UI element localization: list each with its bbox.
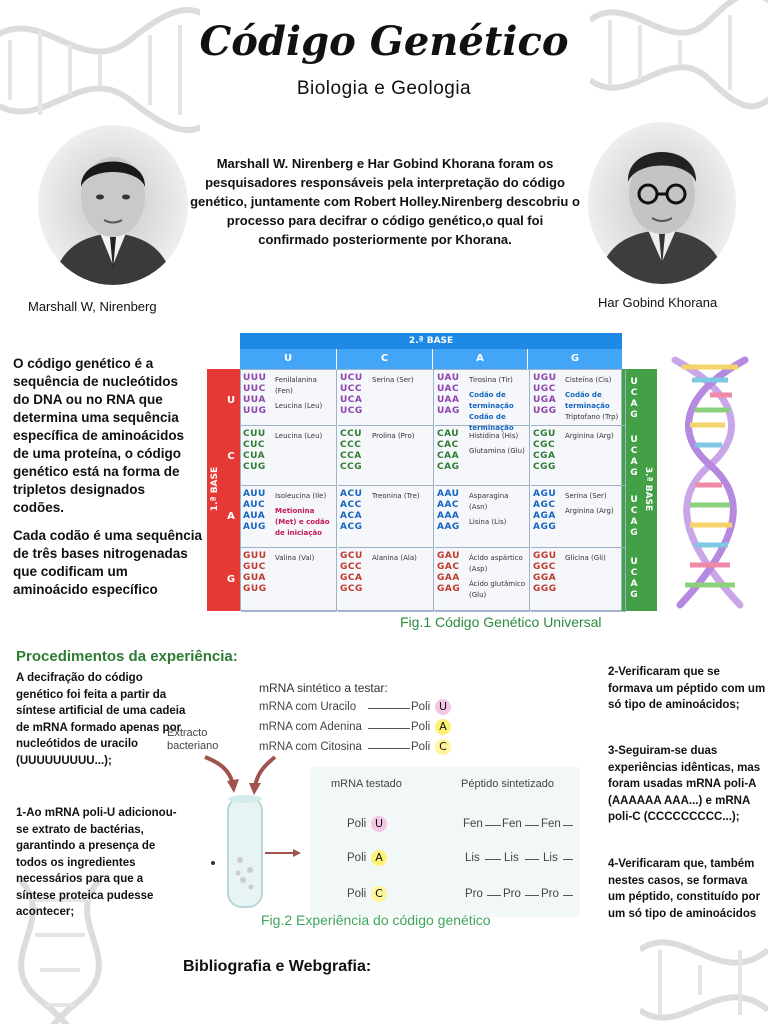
amino-acid-label: Fenilalanina (Fen) [275,376,317,395]
synthetic-row-uracil-label: mRNA com Uracilo [259,701,357,713]
codon: AUG [243,522,266,532]
result-row-u-poli: Poli [347,818,367,830]
results-col-peptide: Péptido sintetizado [461,778,554,790]
codon: CUA [243,451,266,461]
first-base-label: 1.ª BASE [210,466,220,512]
codon: ACA [340,511,363,521]
result-row-c-peptide-3: Pro [541,888,559,900]
codon: CGA [533,451,556,461]
result-row-c-bond-3 [563,895,573,896]
result-row-u-base: U [371,816,387,832]
procedure-step-4: 4-Verificaram que, também nestes casos, se formava um péptido, constituído por um só tipo de aminoácidos [608,858,761,920]
codon: GAA [437,573,460,583]
codon: GCU [340,551,363,561]
page-title: Código Genético [199,18,569,65]
result-row-c-bond-1 [487,895,501,896]
codon: AUA [243,511,266,521]
second-base-c: C [337,349,432,369]
codon: GAG [437,584,461,594]
result-row-c-peptide-1: Pro [465,888,483,900]
codon-cell [435,486,530,548]
synthetic-row-adenine-label: mRNA com Adenina [259,721,362,733]
second-base-g: G [528,349,622,369]
codon: AGG [533,522,557,532]
codon: CAC [437,440,459,450]
codon: UAU [437,373,460,383]
synthetic-row-adenine-poli: Poli [411,721,431,733]
portrait-khorana [588,122,736,284]
procedure-step-2: 2-Verificaram que se formava um péptido com um só tipo de aminoácidos; [608,666,766,711]
codon: GAC [437,562,460,572]
synthetic-row-uracil-poli: Poli [411,701,431,713]
synthetic-row-uracil-base: U [435,699,451,715]
amino-acid-label: Cisteína (Cis) [565,376,612,384]
codon: CUC [243,440,266,450]
procedure-step-1: 1-Ao mRNA poli-U adicionou-se extrato de bactérias, garantindo a presença de todos os ingredientes necessários para que a síntese proteica pudesse acontecer; [16,807,177,918]
amino-acid-label: Leucina (Leu) [275,402,323,410]
dna-helix-illustration [660,355,760,610]
amino-acid-label: Codão de terminação [469,391,514,410]
figure-1-caption: Fig.1 Código Genético Universal [400,614,602,630]
result-row-u-bond-3 [563,825,573,826]
synthetic-row-cytosine-poli: Poli [411,741,431,753]
codon: GUG [243,584,267,594]
portrait-nirenberg [38,125,188,285]
result-row-u-peptide-2: Fen [502,818,522,830]
result-row-a-bond-1 [485,859,501,860]
amino-acid-label: Codão de terminação [565,391,610,410]
second-base-header: 2.ª BASE [240,333,622,349]
codon-table [207,333,657,611]
codon: CUU [243,429,266,439]
third-base-column [622,369,657,611]
codon-cell [435,548,530,612]
amino-acid-label: Valina (Val) [275,554,315,562]
codon: GGG [533,584,557,594]
codon: UAG [437,406,460,416]
synthetic-mrna-heading: mRNA sintético a testar: [259,681,388,695]
codon: CCU [340,429,363,439]
codon-cell [338,426,434,486]
first-base-a: A [227,511,235,522]
codon: GCA [340,573,363,583]
amino-acid-label: Serina (Ser) [372,376,414,384]
codon: UCG [340,406,363,416]
codon: GUA [243,573,266,583]
result-row-a-poli: Poli [347,852,367,864]
codon-cell [531,426,626,486]
result-row-c-bond-2 [525,895,539,896]
portrait-caption-nirenberg: Marshall W, Nirenberg [28,299,157,314]
codon: GGC [533,562,556,572]
synthetic-row-uracil-line [368,708,410,709]
codon: CCC [340,440,362,450]
codon: ACC [340,500,362,510]
codon-cell [435,370,530,432]
third-base-a-row: UCAG [630,495,638,538]
codon: CUG [243,462,266,472]
codon: AUC [243,500,266,510]
amino-acid-label: Arginina (Arg) [565,507,614,515]
codon: UUC [243,384,266,394]
amino-acid-label: Asparagina (Asn) [469,492,509,511]
bibliography-title: Bibliografia e Webgrafia: [183,958,372,975]
amino-acid-label: Treonina (Tre) [372,492,420,500]
codon-cell [241,370,337,426]
experiment-figure [165,675,595,935]
codon: UGU [533,373,557,383]
synthetic-row-cytosine-base: C [435,739,451,755]
codon-cell [338,370,434,426]
amino-acid-label: Isoleucina (Ile) [275,492,327,500]
third-base-c-row: UCAG [630,435,638,478]
codon: AAC [437,500,460,510]
result-row-u-peptide-3: Fen [541,818,561,830]
codon: AAU [437,489,460,499]
procedure-intro: A decifração do código genético foi feita a partir da síntese artificial de uma cadeia de mRNA formado apenas por nucleótidos de uracilo (UUUUUUUUU...); [16,672,186,767]
synthetic-row-adenine-line [368,728,410,729]
codon: GCC [340,562,363,572]
result-row-a-bond-2 [525,859,539,860]
result-row-c-peptide-2: Pro [503,888,521,900]
codon: ACU [340,489,363,499]
codon-cell [338,486,434,548]
codon: AGU [533,489,557,499]
results-col-mrna-tested: mRNA testado [331,778,402,790]
dna-background-decoration-bottom-right [640,930,768,1024]
amino-acid-label: Ácido glutâmico (Glu) [469,580,526,599]
codon: UGG [533,406,557,416]
codon: CCA [340,451,362,461]
third-base-u-row: UCAG [630,377,638,420]
amino-acid-label: Alanina (Ala) [372,554,417,562]
first-base-u: U [226,395,236,406]
codon: UCU [340,373,363,383]
codon: GGA [533,573,557,583]
amino-acid-label: Arginina (Arg) [565,432,614,440]
codon-cell [531,486,626,548]
codon: CCG [340,462,363,472]
codon: UCA [340,395,363,405]
portrait-caption-khorana: Har Gobind Khorana [598,295,718,310]
codon-cell [435,426,530,486]
arrows-and-test-tube [165,675,315,935]
amino-acid-label: Histidina (His) [469,432,519,440]
codon-cell [338,548,434,612]
first-base-g: G [226,574,236,585]
codon: UGA [533,395,557,405]
amino-acid-label: Tirosina (Tir) [469,376,513,384]
result-row-u-bond-1 [485,825,501,826]
amino-acid-label: Triptofano (Trp) [565,413,619,421]
codon: GCG [340,584,363,594]
second-base-a: A [433,349,527,369]
page-subtitle: Biologia e Geologia [296,78,472,99]
amino-acid-label: Prolina (Pro) [372,432,415,440]
codon: AUU [243,489,266,499]
amino-acid-label: Lisina (Lis) [469,518,507,526]
amino-acid-label: Glicina (Gli) [565,554,606,562]
synthetic-row-adenine-base: A [435,719,451,735]
codon: GUU [243,551,267,561]
codon: GUC [243,562,266,572]
codon: UAA [437,395,460,405]
codon: AGC [533,500,556,510]
codon: CAA [437,451,460,461]
codon: UUU [243,373,267,383]
result-row-c-base: C [371,886,387,902]
codon-cell [241,426,337,486]
codon: UGC [533,384,556,394]
amino-acid-label: Codão de terminação [469,413,514,432]
procedure-step-3: 3-Seguiram-se duas experiências idênticas, mas foram usadas mRNA poli-A (AAAAAA AAA...) e mRNA poli-C (CCCCCCCCC...); [608,745,761,823]
codon: CGU [533,429,556,439]
amino-acid-label: Serina (Ser) [565,492,607,500]
synthetic-row-cytosine-label: mRNA com Citosina [259,741,362,753]
amino-acid-label: Ácido aspártico (Asp) [469,554,523,573]
codon: AAG [437,522,460,532]
codon-cell [241,548,337,612]
figure-2-caption: Fig.2 Experiência do código genético [261,912,491,928]
codon-cell [241,486,337,548]
result-row-c-poli: Poli [347,888,367,900]
amino-acid-label: Glutamina (Glu) [469,447,525,455]
codon: CAG [437,462,460,472]
genetic-code-definition: O código genético é a sequência de nucleótidos do DNA ou no RNA que determina uma sequência específica de aminoácidos de uma proteína, o código genético está na forma de tripletos designados codões. [13,356,185,515]
codon: CGG [533,462,556,472]
intro-paragraph: Marshall W. Nirenberg e Har Gobind Khorana foram os pesquisadores responsáveis pela interpretação do código genético, juntamente com Robert Holley.Nirenberg descobriu o processo para decifrar o código genético,o qual foi confirmado posteriormente por Khorana. [190,156,580,247]
synthetic-row-cytosine-line [368,748,410,749]
result-row-a-peptide-2: Lis [504,852,519,864]
codon: UCC [340,384,363,394]
second-base-u: U [240,349,336,369]
codon: UUG [243,406,267,416]
bacterial-extract-label: Extracto bacteriano [167,727,219,752]
amino-acid-label: Metionina (Met) e codão de iniciação [275,507,330,537]
procedures-title: Procedimentos da experiência: [16,648,238,665]
result-row-u-peptide-1: Fen [463,818,483,830]
codon: GGU [533,551,557,561]
codon: ACG [340,522,363,532]
third-base-label: 3.ª BASE [643,466,653,512]
codon-definition: Cada codão é uma sequência de três bases nitrogenadas que codificam um aminoácido específico [13,528,203,597]
codon: GAU [437,551,460,561]
codon: UAC [437,384,460,394]
codon: CAU [437,429,460,439]
codon: CGC [533,440,556,450]
codon-cell [531,370,626,426]
result-row-a-base: A [371,850,387,866]
result-row-a-bond-3 [563,859,573,860]
codon: UUA [243,395,266,405]
codon-cell [531,548,626,612]
first-base-column [207,369,240,611]
codon: AAA [437,511,460,521]
result-row-u-bond-2 [525,825,539,826]
first-base-c: C [227,451,235,462]
amino-acid-label: Leucina (Leu) [275,432,323,440]
result-row-a-peptide-1: Lis [465,852,480,864]
codon-table-body [240,369,622,611]
codon: AGA [533,511,556,521]
result-row-a-peptide-3: Lis [543,852,558,864]
third-base-g-row: UCAG [630,557,638,600]
